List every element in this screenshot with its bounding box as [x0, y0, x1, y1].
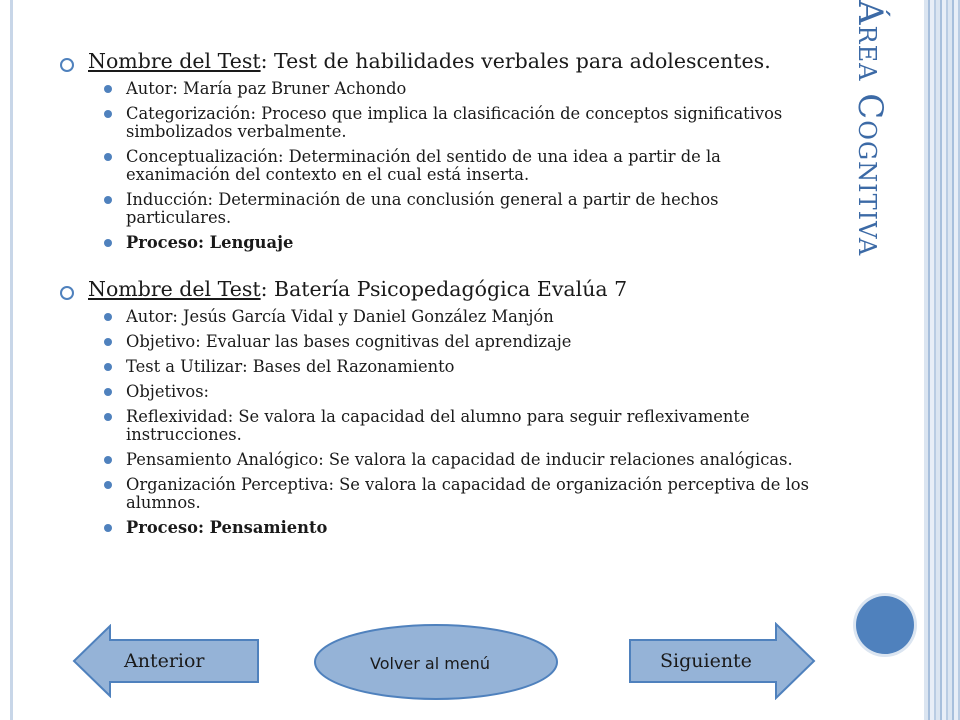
- detail-list-item: [104, 234, 820, 252]
- detail-list-item: [104, 191, 820, 227]
- detail-list-item: [104, 80, 820, 98]
- detail-list-item: [104, 358, 820, 376]
- detail-list: [60, 80, 820, 252]
- detail-list-item: [104, 383, 820, 401]
- circle-bullet-icon: [60, 58, 74, 72]
- dot-bullet-icon: [104, 153, 112, 161]
- detail-list-item: [104, 333, 820, 351]
- dot-bullet-icon: [104, 313, 112, 321]
- test-section: [60, 50, 820, 252]
- dot-bullet-icon: [104, 388, 112, 396]
- detail-text: Inducción: Determinación de una conclusión general a partir de hechos particulares.: [126, 190, 719, 227]
- detail-list-item: [104, 308, 820, 326]
- circle-bullet-icon: [60, 286, 74, 300]
- dot-bullet-icon: [104, 363, 112, 371]
- detail-list-item: [104, 476, 820, 512]
- detail-text: Objetivos:: [126, 382, 210, 401]
- dot-bullet-icon: [104, 413, 112, 421]
- dot-bullet-icon: [104, 196, 112, 204]
- slide-title: Área Cognitiva: [850, 0, 890, 257]
- test-heading: [60, 278, 820, 300]
- dot-bullet-icon: [104, 456, 112, 464]
- dot-bullet-icon: [104, 481, 112, 489]
- right-decorative-band: [924, 0, 960, 720]
- detail-list: [60, 308, 820, 537]
- prev-button-label[interactable]: Anterior: [124, 650, 205, 672]
- test-heading-value: : Batería Psicopedagógica Evalúa 7: [260, 277, 628, 301]
- detail-text: Proceso: Lenguaje: [126, 233, 294, 252]
- detail-text: Objetivo: Evaluar las bases cognitivas del aprendizaje: [126, 332, 572, 351]
- left-decorative-rule: [10, 0, 13, 720]
- dot-bullet-icon: [104, 85, 112, 93]
- dot-bullet-icon: [104, 524, 112, 532]
- detail-list-item: [104, 408, 820, 444]
- detail-list-item: [104, 148, 820, 184]
- detail-text: Test a Utilizar: Bases del Razonamiento: [126, 357, 455, 376]
- detail-text: Conceptualización: Determinación del sentido de una idea a partir de la exanimación del contexto en el cual está inserta.: [126, 147, 721, 184]
- dot-bullet-icon: [104, 338, 112, 346]
- detail-text: Proceso: Pensamiento: [126, 518, 328, 537]
- detail-text: Categorización: Proceso que implica la clasificación de conceptos significativos simbolizados verbalmente.: [126, 104, 783, 141]
- detail-text: Autor: María paz Bruner Achondo: [126, 79, 407, 98]
- test-heading-label: Nombre del Test: [88, 277, 261, 301]
- test-section: [60, 278, 820, 537]
- detail-list-item: [104, 519, 820, 537]
- slide-content: [60, 50, 820, 563]
- detail-text: Reflexividad: Se valora la capacidad del alumno para seguir reflexivamente instrucciones.: [126, 407, 750, 444]
- menu-button-label[interactable]: Volver al menú: [370, 654, 490, 673]
- title-container: [850, 0, 900, 330]
- dot-bullet-icon: [104, 110, 112, 118]
- test-heading: [60, 50, 820, 72]
- detail-list-item: [104, 451, 820, 469]
- next-button-label[interactable]: Siguiente: [660, 650, 752, 672]
- decorative-circle: [856, 596, 914, 654]
- dot-bullet-icon: [104, 239, 112, 247]
- test-heading-value: : Test de habilidades verbales para adolescentes.: [260, 49, 771, 73]
- detail-text: Autor: Jesús García Vidal y Daniel González Manjón: [126, 307, 554, 326]
- detail-text: Organización Perceptiva: Se valora la capacidad de organización perceptiva de los alumnos.: [126, 475, 809, 512]
- test-heading-label: Nombre del Test: [88, 49, 261, 73]
- detail-list-item: [104, 105, 820, 141]
- detail-text: Pensamiento Analógico: Se valora la capacidad de inducir relaciones analógicas.: [126, 450, 793, 469]
